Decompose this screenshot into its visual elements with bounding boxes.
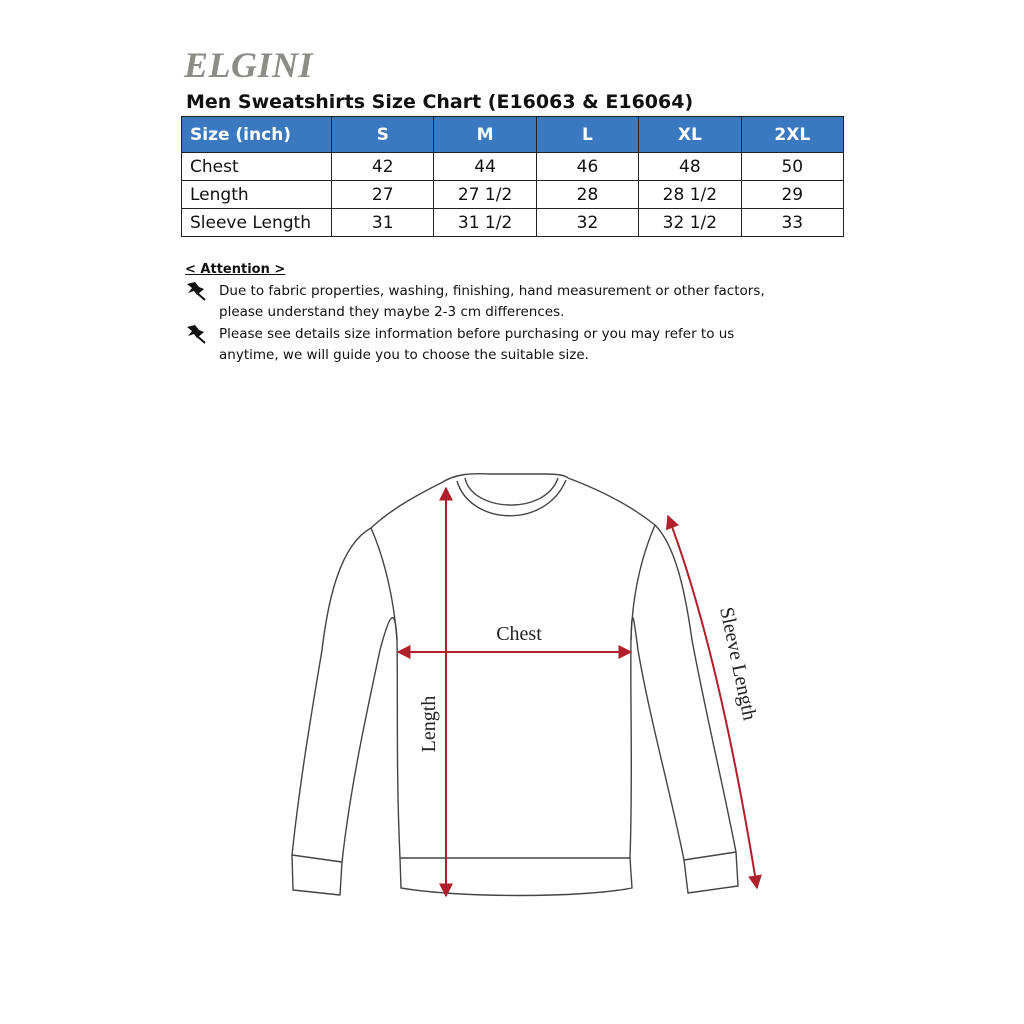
table-cell: 50 <box>741 153 843 181</box>
sweatshirt-collar <box>441 474 568 483</box>
sleeve-length-label: Sleeve Length <box>715 605 761 723</box>
header-cell: M <box>434 117 536 153</box>
table-cell: 28 <box>536 181 638 209</box>
row-label: Chest <box>182 153 332 181</box>
header-cell: S <box>332 117 434 153</box>
header-cell: Size (inch) <box>182 117 332 153</box>
row-label: Length <box>182 181 332 209</box>
note-text: Due to fabric properties, washing, finishing, hand measurement or other factors, please understand they maybe 2-3 cm differences. <box>219 283 765 320</box>
table-cell: 27 1/2 <box>434 181 536 209</box>
sweatshirt-left-sleeve <box>292 528 397 862</box>
table-cell: 29 <box>741 181 843 209</box>
sweatshirt-body <box>371 478 655 858</box>
table-cell: 46 <box>536 153 638 181</box>
header-cell: 2XL <box>741 117 843 153</box>
sweatshirt-waistband <box>400 858 632 896</box>
table-cell: 31 <box>332 209 434 237</box>
attention-heading: < Attention > <box>185 262 286 277</box>
table-cell: 32 1/2 <box>639 209 741 237</box>
header-cell: XL <box>639 117 741 153</box>
table-cell: 33 <box>741 209 843 237</box>
table-cell: 42 <box>332 153 434 181</box>
chest-label: Chest <box>496 623 542 645</box>
table-cell: 31 1/2 <box>434 209 536 237</box>
table-cell: 48 <box>639 153 741 181</box>
table-cell: 27 <box>332 181 434 209</box>
page-title: Men Sweatshirts Size Chart (E16063 & E16064) <box>186 91 694 113</box>
note-text: Please see details size information before purchasing or you may refer to us anytime, we will guide you to choose the suitable size. <box>219 326 735 363</box>
length-label: Length <box>418 695 440 753</box>
brand-logo: ELGINI <box>184 45 314 85</box>
table-cell: 28 1/2 <box>639 181 741 209</box>
row-label: Sleeve Length <box>182 209 332 237</box>
header-cell: L <box>536 117 638 153</box>
table-cell: 44 <box>434 153 536 181</box>
table-cell: 32 <box>536 209 638 237</box>
